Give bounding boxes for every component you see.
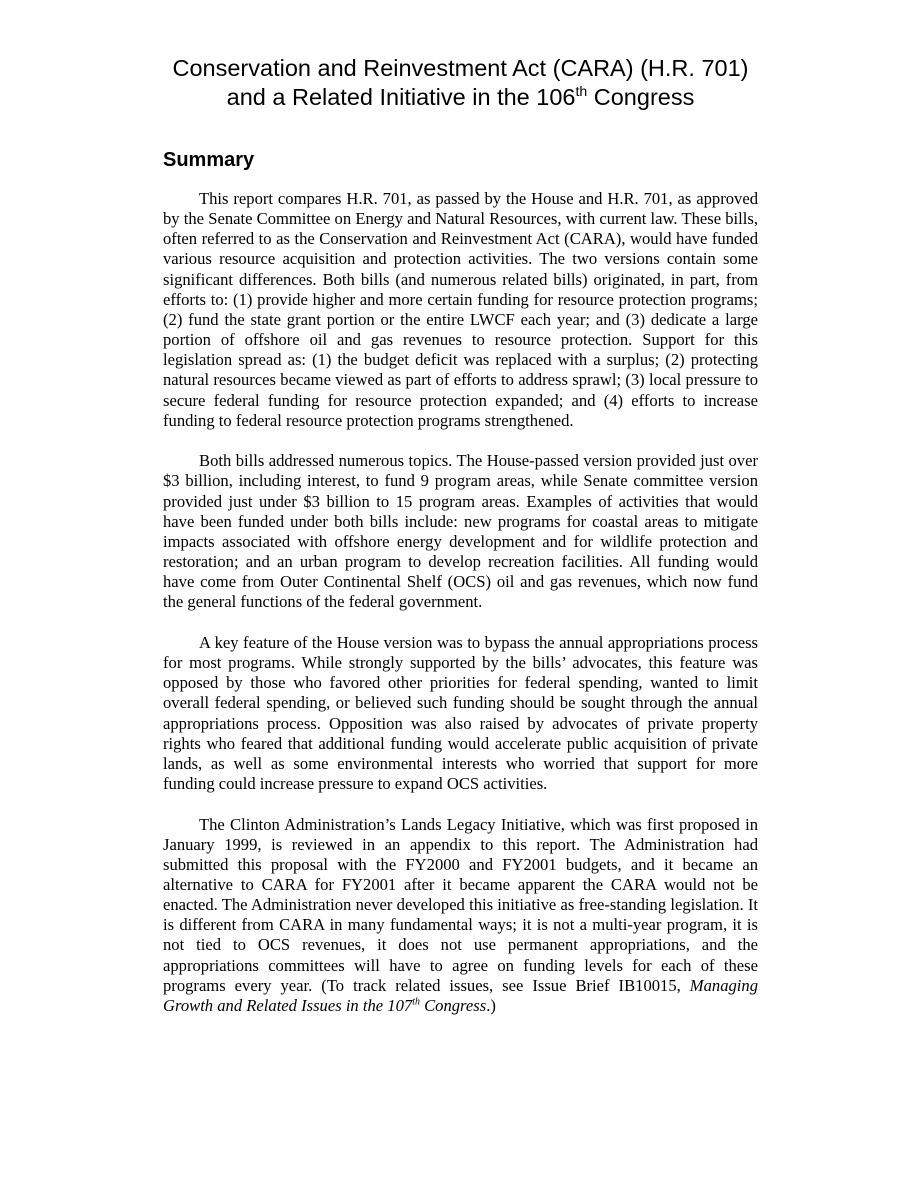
document-title [163,54,758,111]
issue-brief-title: Managing Growth and Related Issues in the 107th Congress [163,975,758,1015]
summary-paragraph-4: The Clinton Administration’s Lands Legacy Initiative, which was first proposed in January 1999, is reviewed in an appendix to this report. The Administration had submitted this proposal with the FY2000 and FY2001 budgets, and it became an alternative to CARA for FY2001 after it became apparent the CARA would not be enacted. The Administration never developed this initiative as free-standing legislation. It is different from CARA in many fundamental ways; it is not a multi-year program, it is not tied to OCS revenues, it does not use permanent appropriations, and the appropriations committees will have to agree on funding levels for each of these programs every year. (To track related issues, see Issue Brief IB10015, Managing Growth and Related Issues in the 107th Congress.) [163,814,758,1015]
summary-paragraph-3: A key feature of the House version was to bypass the annual appropriations process for most programs. While strongly supported by the bills’ advocates, this feature was opposed by those who favored other priorities for federal spending, wanted to limit overall federal spending, or believed such funding should be sought through the annual appropriations process. Opposition was also raised by advocates of private property rights who feared that additional funding would accelerate public acquisition of private lands, as well as some environmental interests who worried that support for more funding could increase pressure to expand OCS activities. [163,632,758,793]
title-line-2: and a Related Initiative in the 106th Congress [226,82,695,110]
summary-heading: Summary [163,149,255,171]
document-page [163,54,758,1037]
summary-paragraph-2: Both bills addressed numerous topics. The House-passed version provided just over $3 billion, including interest, to fund 9 program areas, while Senate committee version provided just under $3 billion to 15 program areas. Examples of activities that would have been funded under both bills include: new programs for coastal areas to mitigate impacts associated with offshore energy development and for wildlife protection and restoration; and an urban program to develop recreation facilities. All funding would have come from Outer Continental Shelf (OCS) oil and gas revenues, which now fund the general functions of the federal government. [163,451,758,612]
summary-paragraph-1: This report compares H.R. 701, as passed by the House and H.R. 701, as approved by the Senate Committee on Energy and Natural Resources, with current law. These bills, often referred to as the Conservation and Reinvestment Act (CARA), would have funded various resource acquisition and protection activities. The two versions contain some significant differences. Both bills (and numerous related bills) originated, in part, from efforts to: (1) provide higher and more certain funding for resource protection programs; (2) fund the state grant portion or the entire LWCF each year; and (3) dedicate a large portion of offshore oil and gas revenues to resource protection. Support for this legislation spread as: (1) the budget deficit was replaced with a surplus; (2) protecting natural resources became viewed as part of efforts to address sprawl; (3) local pressure to secure federal funding for resource protection expanded; and (4) efforts to increase funding to federal resource protection programs strengthened. [163,189,758,430]
title-line-1: Conservation and Reinvestment Act (CARA) (H.R. 701) [172,55,749,81]
